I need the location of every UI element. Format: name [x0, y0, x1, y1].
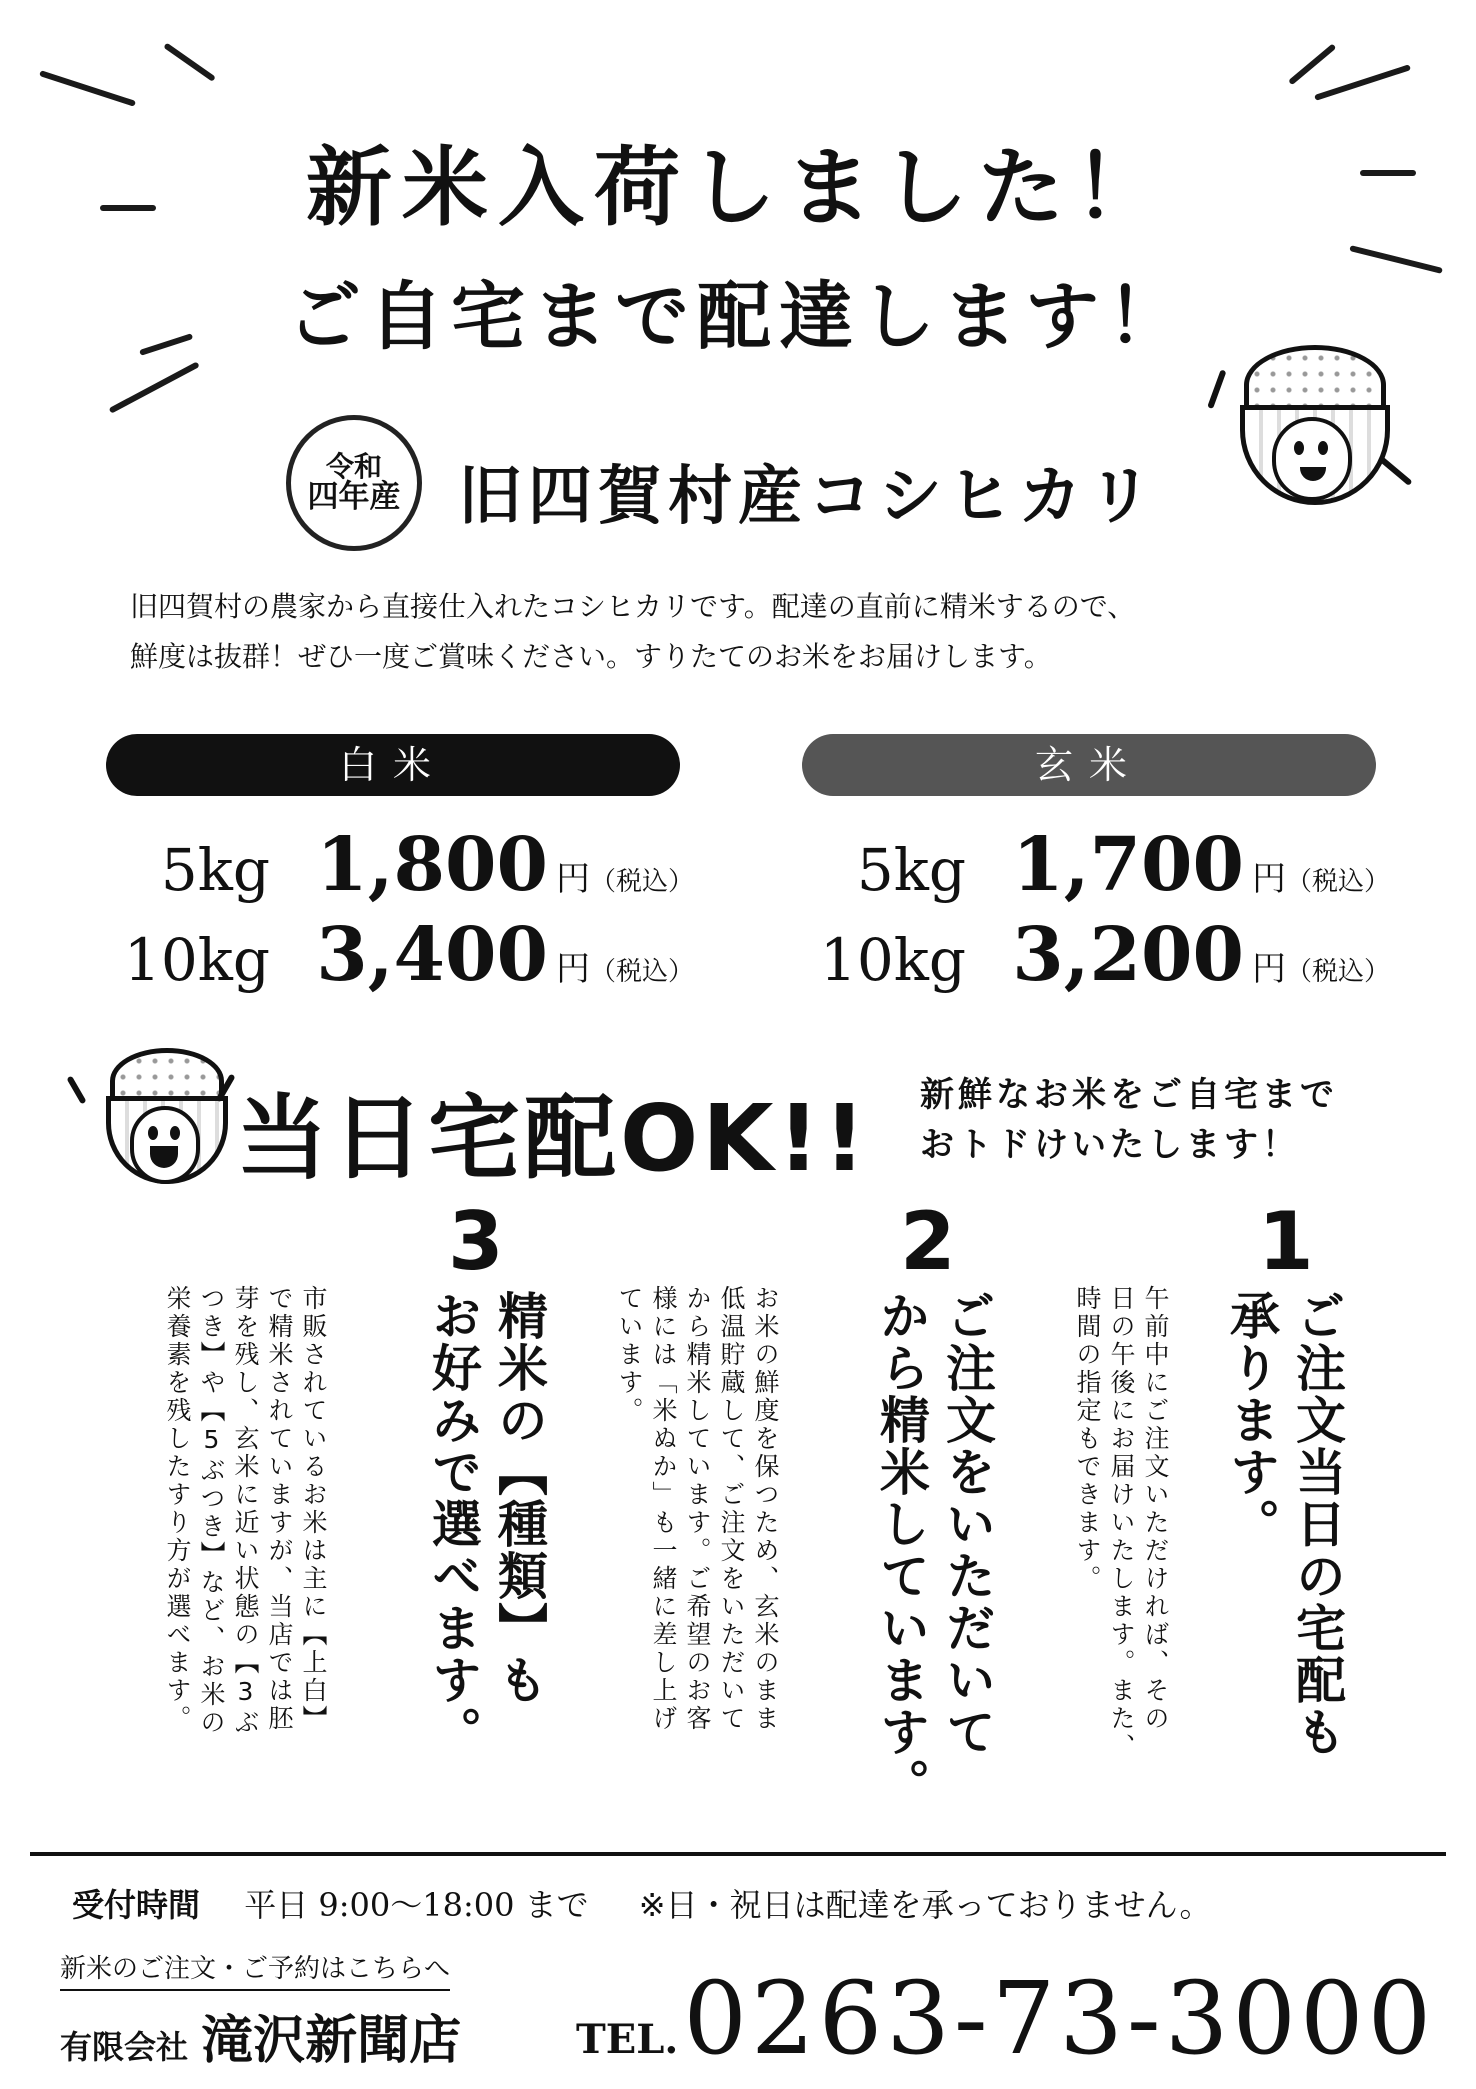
hours-note: ※日・祝日は配達を承っておりません。 [638, 1886, 1212, 1924]
price-unit: 円 [1252, 949, 1286, 989]
company-type: 有限会社 [60, 2028, 189, 2066]
step-3-heading [420, 1290, 552, 1810]
product-title: 旧四賀村産コシヒカリ [458, 460, 1158, 534]
same-day-title: 当日宅配OK!! [236, 1085, 870, 1192]
burst-line [163, 43, 216, 82]
same-day-subtitle [920, 1070, 1338, 1170]
same-day-sub-line: 新鮮なお米をご自宅まで [920, 1075, 1338, 1115]
step-3-body-line: 市販されているお米は主に【上白】 [299, 1285, 328, 1733]
step-2-body-line: お米の鮮度を保つため、玄米のまま [751, 1285, 780, 1733]
step-1-body [1070, 1285, 1172, 1815]
step-2-heading [868, 1290, 1000, 1810]
headline-sub: ご自宅まで配達します！ [287, 274, 1189, 360]
rice-bowl-mascot-icon [1210, 335, 1420, 515]
tel-number: 0263-73-3000 [683, 1960, 1436, 2077]
step-3-body-line: 栄養素を残したすり方が選べます。 [163, 1285, 192, 1733]
intro-line: 鮮度は抜群！ぜひ一度ご賞味ください。すりたてのお米をお届けします。 [130, 640, 1052, 673]
step-1-heading [1218, 1290, 1350, 1810]
seal-line2: 四年産 [307, 479, 401, 516]
price-row [100, 912, 694, 998]
burst-line [1288, 43, 1336, 85]
price-unit: 円 [1252, 859, 1286, 899]
price-weight: 10kg [123, 926, 270, 994]
price-weight: 5kg [160, 836, 270, 904]
hours-label: 受付時間 [72, 1886, 201, 1924]
step-2-body-line: ています。 [615, 1285, 644, 1425]
step-3-body [160, 1285, 330, 1815]
price-weight: 10kg [819, 926, 966, 994]
step-3-heading-line: 精米の【種類】も [490, 1290, 548, 1706]
step-3-body-line: つき】や【5ぶつき】など、お米の [197, 1285, 226, 1737]
price-amount: 3,200 [1012, 912, 1244, 998]
step-1-number: 1 [1258, 1195, 1314, 1288]
order-note: 新米のご注文・ご予約はこちらへ [60, 1948, 450, 1991]
price-tax: （税込） [590, 867, 695, 897]
price-row [100, 822, 694, 908]
hours-value: 平日 9:00〜18:00 まで [244, 1886, 589, 1924]
price-amount: 1,800 [316, 822, 548, 908]
price-unit: 円 [556, 859, 590, 899]
product-intro [130, 582, 1370, 682]
company-title: 滝沢新聞店 [201, 2010, 462, 2071]
step-2-body-line: 低温貯蔵して、ご注文をいただいて [717, 1285, 746, 1733]
footer-divider [30, 1852, 1446, 1856]
price-tax: （税込） [1286, 867, 1391, 897]
price-weight: 5kg [856, 836, 966, 904]
step-2-body [612, 1285, 782, 1815]
step-1-heading-line: ご注文当日の宅配も [1288, 1290, 1346, 1758]
genmai-label: 玄米 [802, 734, 1376, 796]
step-2-heading-line: から精米しています。 [872, 1290, 930, 1810]
step-3-number: 3 [448, 1195, 504, 1288]
price-amount: 3,400 [316, 912, 548, 998]
price-amount: 1,700 [1012, 822, 1244, 908]
step-2-body-line: から精米しています。ご希望のお客 [683, 1285, 712, 1733]
genmai-price-list [796, 822, 1390, 998]
step-1-body-line: 午前中にご注文いただければ、その [1141, 1285, 1170, 1733]
intro-line: 旧四賀村の農家から直接仕入れたコシヒカリです。配達の直前に精米するので、 [130, 590, 1136, 623]
step-1-heading-line: 承ります。 [1222, 1290, 1280, 1550]
step-2-body-line: 様には「米ぬか」も一緒に差し上げ [649, 1285, 678, 1733]
seal-line1: 令和 [325, 450, 382, 484]
price-unit: 円 [556, 949, 590, 989]
phone-number[interactable] [576, 1960, 1435, 2077]
step-3-heading-line: お好みで選べます。 [424, 1290, 482, 1758]
business-hours [72, 1880, 1212, 1926]
step-2-heading-line: ご注文をいただいて [938, 1290, 996, 1758]
price-row [796, 912, 1390, 998]
burst-line [39, 70, 136, 107]
step-2-number: 2 [900, 1195, 956, 1288]
price-tax: （税込） [1286, 957, 1391, 987]
step-3-body-line: 芽を残し、玄米に近い状態の【3ぶ [231, 1285, 260, 1737]
burst-line [1314, 64, 1411, 101]
step-1-body-line: 時間の指定もできます。 [1073, 1285, 1102, 1593]
hakumai-price-list [100, 822, 694, 998]
hakumai-label: 白米 [106, 734, 680, 796]
company-name [60, 1998, 461, 2073]
tel-label: TEL. [576, 2016, 679, 2063]
step-3-body-line: で精米されていますが、当店では胚 [265, 1285, 294, 1733]
price-tax: （税込） [590, 957, 695, 987]
headline-main: 新米入荷しました！ [306, 138, 1170, 238]
price-row [796, 822, 1390, 908]
reiwa-year-seal [286, 415, 422, 551]
cheering-rice-mascot-icon [80, 1040, 250, 1190]
same-day-sub-line: おトドけいたします！ [920, 1125, 1300, 1165]
burst-line [109, 361, 200, 413]
step-1-body-line: 日の午後にお届けいたします。また、 [1107, 1285, 1136, 1761]
